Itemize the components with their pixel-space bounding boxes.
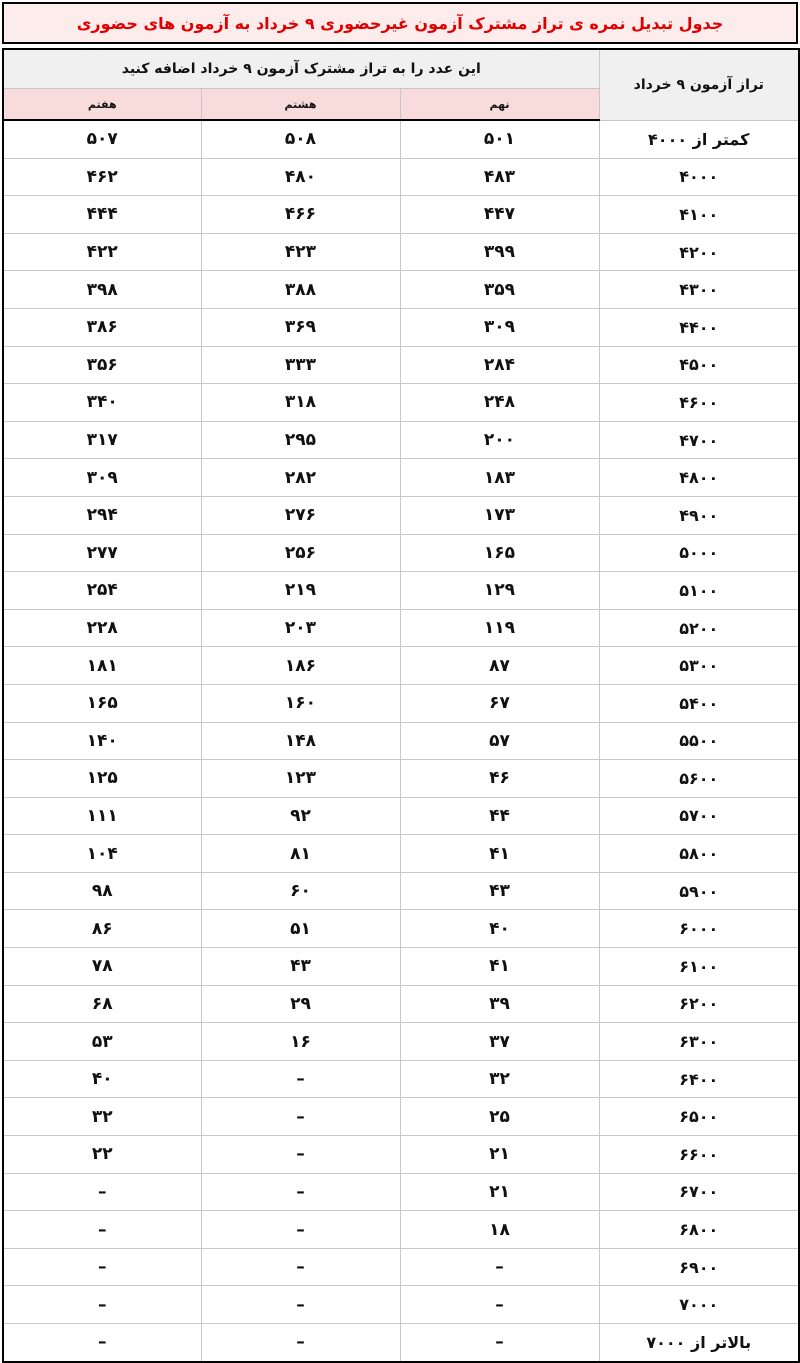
seventh-value-cell: ۴۶۲ <box>3 158 201 196</box>
row-label-cell: ۴۵۰۰ <box>599 346 799 384</box>
table-row <box>3 421 799 459</box>
eighth-value-cell: ۵۰۸ <box>201 120 400 158</box>
row-label-cell: ۶۷۰۰ <box>599 1173 799 1211</box>
seventh-value-cell: ۴۰ <box>3 1060 201 1098</box>
ninth-value-cell: ۳۵۹ <box>400 271 599 309</box>
ninth-value-cell: – <box>400 1248 599 1286</box>
row-label-cell: ۶۳۰۰ <box>599 1023 799 1061</box>
eighth-value-cell: ۲۰۳ <box>201 609 400 647</box>
eighth-value-cell: – <box>201 1286 400 1324</box>
table-row <box>3 835 799 873</box>
ninth-value-cell: ۱۱۹ <box>400 609 599 647</box>
table-row <box>3 1136 799 1174</box>
seventh-value-cell: ۱۴۰ <box>3 722 201 760</box>
seventh-value-cell: ۲۷۷ <box>3 534 201 572</box>
ninth-value-cell: ۵۷ <box>400 722 599 760</box>
eighth-value-cell: ۴۳ <box>201 948 400 986</box>
ninth-value-cell: ۸۷ <box>400 647 599 685</box>
table-row <box>3 684 799 722</box>
seventh-value-cell: ۴۴۴ <box>3 196 201 234</box>
ninth-value-cell: ۲۸۴ <box>400 346 599 384</box>
row-label-cell: ۴۷۰۰ <box>599 421 799 459</box>
column-header-eighth: هشتم <box>201 89 400 121</box>
seventh-value-cell: – <box>3 1248 201 1286</box>
eighth-value-cell: – <box>201 1211 400 1249</box>
eighth-value-cell: ۱۴۸ <box>201 722 400 760</box>
table-row <box>3 760 799 798</box>
row-label-cell: ۶۰۰۰ <box>599 910 799 948</box>
row-label-cell: ۵۸۰۰ <box>599 835 799 873</box>
table-row <box>3 609 799 647</box>
row-label-cell: ۴۲۰۰ <box>599 233 799 271</box>
ninth-value-cell: ۱۸۳ <box>400 459 599 497</box>
table-row <box>3 948 799 986</box>
ninth-value-cell: ۱۲۹ <box>400 572 599 610</box>
eighth-value-cell: ۴۸۰ <box>201 158 400 196</box>
eighth-value-cell: ۱۸۶ <box>201 647 400 685</box>
table-row <box>3 572 799 610</box>
row-label-cell: ۶۲۰۰ <box>599 985 799 1023</box>
seventh-value-cell: ۳۰۹ <box>3 459 201 497</box>
ninth-value-cell: ۴۴ <box>400 797 599 835</box>
seventh-value-cell: – <box>3 1173 201 1211</box>
row-label-cell: ۷۰۰۰ <box>599 1286 799 1324</box>
table-row <box>3 459 799 497</box>
table-row <box>3 1286 799 1324</box>
row-label-cell: ۶۶۰۰ <box>599 1136 799 1174</box>
conversion-table <box>2 48 800 1363</box>
row-label-cell: بالاتر از ۷۰۰۰ <box>599 1324 799 1362</box>
ninth-value-cell: ۳۲ <box>400 1060 599 1098</box>
row-label-cell: ۴۶۰۰ <box>599 384 799 422</box>
ninth-value-cell: ۳۹ <box>400 985 599 1023</box>
ninth-value-cell: ۴۶ <box>400 760 599 798</box>
table-row <box>3 196 799 234</box>
ninth-value-cell: ۲۴۸ <box>400 384 599 422</box>
table-row <box>3 346 799 384</box>
ninth-value-cell: ۵۰۱ <box>400 120 599 158</box>
row-label-cell: ۴۴۰۰ <box>599 308 799 346</box>
table-row <box>3 985 799 1023</box>
table-row <box>3 120 799 158</box>
eighth-value-cell: ۴۶۶ <box>201 196 400 234</box>
column-header-ninth: نهم <box>400 89 599 121</box>
row-label-cell: ۵۹۰۰ <box>599 872 799 910</box>
row-label-cell: ۵۰۰۰ <box>599 534 799 572</box>
ninth-value-cell: ۶۷ <box>400 684 599 722</box>
seventh-value-cell: ۴۲۲ <box>3 233 201 271</box>
ninth-value-cell: ۱۶۵ <box>400 534 599 572</box>
eighth-value-cell: – <box>201 1248 400 1286</box>
seventh-value-cell: – <box>3 1324 201 1362</box>
row-label-cell: کمتر از ۴۰۰۰ <box>599 120 799 158</box>
table-row <box>3 271 799 309</box>
row-label-cell: ۶۹۰۰ <box>599 1248 799 1286</box>
row-label-cell: ۵۳۰۰ <box>599 647 799 685</box>
row-label-cell: ۵۶۰۰ <box>599 760 799 798</box>
table-row <box>3 1324 799 1362</box>
seventh-value-cell: ۳۴۰ <box>3 384 201 422</box>
table-row <box>3 233 799 271</box>
ninth-value-cell: ۴۳ <box>400 872 599 910</box>
row-label-cell: ۶۱۰۰ <box>599 948 799 986</box>
eighth-value-cell: ۲۹۵ <box>201 421 400 459</box>
column-header-seventh: هفتم <box>3 89 201 121</box>
seventh-value-cell: ۳۹۸ <box>3 271 201 309</box>
seventh-value-cell: ۱۱۱ <box>3 797 201 835</box>
ninth-value-cell: ۴۱ <box>400 948 599 986</box>
seventh-value-cell: ۱۶۵ <box>3 684 201 722</box>
eighth-value-cell: – <box>201 1173 400 1211</box>
table-row <box>3 1211 799 1249</box>
seventh-value-cell: ۱۰۴ <box>3 835 201 873</box>
ninth-value-cell: ۳۰۹ <box>400 308 599 346</box>
eighth-value-cell: ۳۸۸ <box>201 271 400 309</box>
seventh-value-cell: – <box>3 1211 201 1249</box>
table-row <box>3 1060 799 1098</box>
row-label-cell: ۶۸۰۰ <box>599 1211 799 1249</box>
row-label-cell: ۴۸۰۰ <box>599 459 799 497</box>
table-row <box>3 647 799 685</box>
row-label-cell: ۴۹۰۰ <box>599 496 799 534</box>
ninth-value-cell: ۴۱ <box>400 835 599 873</box>
row-label-cell: ۴۰۰۰ <box>599 158 799 196</box>
ninth-value-cell: ۴۰ <box>400 910 599 948</box>
row-label-cell: ۴۱۰۰ <box>599 196 799 234</box>
seventh-value-cell: ۱۲۵ <box>3 760 201 798</box>
eighth-value-cell: ۹۲ <box>201 797 400 835</box>
table-row <box>3 1173 799 1211</box>
seventh-value-cell: ۳۵۶ <box>3 346 201 384</box>
row-label-header: تراز آزمون ۹ خرداد <box>599 49 799 120</box>
row-label-cell: ۶۵۰۰ <box>599 1098 799 1136</box>
ninth-value-cell: ۴۴۷ <box>400 196 599 234</box>
eighth-value-cell: – <box>201 1060 400 1098</box>
table-row <box>3 1248 799 1286</box>
seventh-value-cell: ۲۲ <box>3 1136 201 1174</box>
eighth-value-cell: ۳۶۹ <box>201 308 400 346</box>
seventh-value-cell: ۶۸ <box>3 985 201 1023</box>
eighth-value-cell: ۳۱۸ <box>201 384 400 422</box>
table-row <box>3 158 799 196</box>
ninth-value-cell: ۲۱ <box>400 1173 599 1211</box>
ninth-value-cell: ۲۰۰ <box>400 421 599 459</box>
seventh-value-cell: ۵۳ <box>3 1023 201 1061</box>
table-row <box>3 308 799 346</box>
ninth-value-cell: ۴۸۳ <box>400 158 599 196</box>
eighth-value-cell: ۱۶۰ <box>201 684 400 722</box>
eighth-value-cell: – <box>201 1324 400 1362</box>
eighth-value-cell: – <box>201 1136 400 1174</box>
seventh-value-cell: ۵۰۷ <box>3 120 201 158</box>
ninth-value-cell: – <box>400 1286 599 1324</box>
eighth-value-cell: ۵۱ <box>201 910 400 948</box>
eighth-value-cell: ۲۹ <box>201 985 400 1023</box>
ninth-value-cell: ۳۹۹ <box>400 233 599 271</box>
seventh-value-cell: ۳۸۶ <box>3 308 201 346</box>
eighth-value-cell: ۶۰ <box>201 872 400 910</box>
ninth-value-cell: ۲۱ <box>400 1136 599 1174</box>
table-row <box>3 1023 799 1061</box>
row-label-cell: ۵۲۰۰ <box>599 609 799 647</box>
seventh-value-cell: ۲۲۸ <box>3 609 201 647</box>
row-label-cell: ۵۵۰۰ <box>599 722 799 760</box>
seventh-value-cell: ۱۸۱ <box>3 647 201 685</box>
seventh-value-cell: ۳۱۷ <box>3 421 201 459</box>
eighth-value-cell: ۸۱ <box>201 835 400 873</box>
ninth-value-cell: ۱۸ <box>400 1211 599 1249</box>
row-label-cell: ۵۱۰۰ <box>599 572 799 610</box>
ninth-value-cell: ۲۵ <box>400 1098 599 1136</box>
table-row <box>3 722 799 760</box>
table-row <box>3 797 799 835</box>
seventh-value-cell: ۳۲ <box>3 1098 201 1136</box>
seventh-value-cell: ۲۵۴ <box>3 572 201 610</box>
table-row <box>3 910 799 948</box>
table-row <box>3 1098 799 1136</box>
seventh-value-cell: ۸۶ <box>3 910 201 948</box>
eighth-value-cell: – <box>201 1098 400 1136</box>
page-title: جدول تبدیل نمره ی تراز مشترک آزمون غیرحضوری ۹ خرداد به آزمون های حضوری <box>2 2 798 44</box>
seventh-value-cell: ۷۸ <box>3 948 201 986</box>
eighth-value-cell: ۴۲۳ <box>201 233 400 271</box>
eighth-value-cell: ۲۸۲ <box>201 459 400 497</box>
seventh-value-cell: ۹۸ <box>3 872 201 910</box>
seventh-value-cell: – <box>3 1286 201 1324</box>
table-row <box>3 496 799 534</box>
ninth-value-cell: ۱۷۳ <box>400 496 599 534</box>
ninth-value-cell: ۳۷ <box>400 1023 599 1061</box>
ninth-value-cell: – <box>400 1324 599 1362</box>
table-row <box>3 384 799 422</box>
row-label-cell: ۵۴۰۰ <box>599 684 799 722</box>
row-label-cell: ۶۴۰۰ <box>599 1060 799 1098</box>
eighth-value-cell: ۳۳۳ <box>201 346 400 384</box>
row-label-cell: ۵۷۰۰ <box>599 797 799 835</box>
eighth-value-cell: ۲۱۹ <box>201 572 400 610</box>
table-row <box>3 534 799 572</box>
eighth-value-cell: ۲۷۶ <box>201 496 400 534</box>
eighth-value-cell: ۱۲۳ <box>201 760 400 798</box>
table-row <box>3 872 799 910</box>
group-header: این عدد را به تراز مشترک آزمون ۹ خرداد اضافه کنید <box>3 49 599 89</box>
seventh-value-cell: ۲۹۴ <box>3 496 201 534</box>
table-body <box>3 120 799 1362</box>
eighth-value-cell: ۱۶ <box>201 1023 400 1061</box>
eighth-value-cell: ۲۵۶ <box>201 534 400 572</box>
row-label-cell: ۴۳۰۰ <box>599 271 799 309</box>
